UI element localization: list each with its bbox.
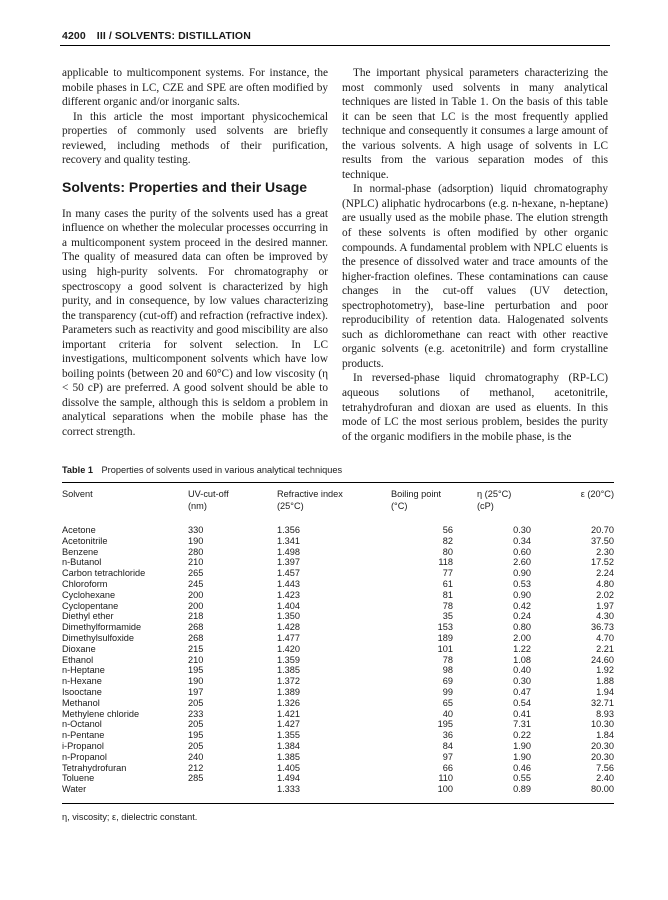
table-cell: 1.97 — [596, 600, 614, 611]
table-cell: 245 — [188, 578, 204, 589]
table-cell: 20.30 — [591, 751, 614, 762]
table-cell: 210 — [188, 557, 204, 568]
table-cell: n-Pentane — [62, 730, 105, 741]
table-cell: 1.405 — [277, 762, 300, 773]
right-paragraph-2: In normal-phase (adsorption) liquid chromatography (NPLC) aliphatic hydrocarbons (e.g. n-hexane, n-heptane) are usually used as the mobile phase. The elution strength of these solvents is often modified by other organic compounds. A fundamental problem with NPLC eluents is the presence of dissolved water and trace amounts of the higher-fraction olefines. These contaminations can cause changes in the cut-off values (UV detection, spectrophotometry), base-line perturbation and poor reproducibility of retention data. Halogenated solvents such as dichloromethane can react with other reactive organic solvents (e.g. acetonitrile) and form crystalline products. — [342, 183, 608, 370]
table-cell: 195 — [188, 665, 204, 676]
column-header: η (25°C) (cP) — [477, 489, 512, 511]
table-cell: 210 — [188, 654, 204, 665]
table-cell: 2.30 — [596, 546, 614, 557]
table-cell: 80.00 — [591, 784, 614, 795]
table-cell: 36 — [442, 730, 453, 741]
table-cell: 101 — [437, 643, 453, 654]
table-row — [62, 763, 614, 774]
table-cell: 0.47 — [513, 686, 531, 697]
table-cell: 2.00 — [513, 632, 531, 643]
table-cell: 10.30 — [591, 719, 614, 730]
table-cell: 205 — [188, 719, 204, 730]
table-cell: Acetonitrile — [62, 535, 108, 546]
table-cell: 0.60 — [513, 546, 531, 557]
table-cell: 189 — [437, 632, 453, 643]
table-cell: Dimethylsulfoxide — [62, 632, 134, 643]
table-cell: 1.90 — [513, 751, 531, 762]
table-footnote: η, viscosity; ε, dielectric constant. — [62, 811, 198, 822]
table-cell: 65 — [442, 697, 453, 708]
table-cell: Water — [62, 784, 87, 795]
table-cell: 285 — [188, 773, 204, 784]
table-cell: 20.30 — [591, 740, 614, 751]
data-table — [62, 483, 614, 803]
table-cell: 1.359 — [277, 654, 300, 665]
table-cell: 1.356 — [277, 525, 300, 535]
table-cell: 8.93 — [596, 708, 614, 719]
table-cell: Acetone — [62, 525, 96, 535]
table-cell: 0.24 — [513, 611, 531, 622]
table-cell: n-Hexane — [62, 676, 102, 687]
table-cell: 0.22 — [513, 730, 531, 741]
table-cell: n-Octanol — [62, 719, 102, 730]
table-cell: 268 — [188, 632, 204, 643]
table-cell: 4.70 — [596, 632, 614, 643]
table-cell: 1.384 — [277, 740, 300, 751]
table-cell: 1.355 — [277, 730, 300, 741]
table-cell: i-Propanol — [62, 740, 104, 751]
column-header: UV-cut-off (nm) — [188, 489, 229, 511]
table-caption — [62, 464, 614, 476]
section-title: III / SOLVENTS: DISTILLATION — [96, 30, 251, 42]
table-cell: 1.84 — [596, 730, 614, 741]
table-row — [62, 709, 614, 720]
table-row — [62, 784, 614, 803]
table-cell: 1.350 — [277, 611, 300, 622]
left-paragraph-3: In many cases the purity of the solvents used has a great influence on whether the molecular processes occurring in a multicomponent system proceed in the desired manner. The quality of measured data can often be improved by using high-purity solvents. For chromatography or spectroscopy a good solvent is characterized by high purity, and in consequence, by low values characterizing the transparency (cut-off) and refraction (refractive index). Parameters such as reactivity and good miscibility are also important criteria for solvent selection. In LC investigations, multicomponent solvents which have low boiling points (between 20 and 60°C) and low viscosity (η < 50 cP) are preferred. A good solvent should be able to dissolve the sample, although this is seldom a problem in analytical separations when the mobile phase has the correct strength. — [62, 207, 328, 439]
table-cell: Chloroform — [62, 578, 108, 589]
table-row — [62, 547, 614, 558]
table-cell: 1.477 — [277, 632, 300, 643]
table-cell: 2.40 — [596, 773, 614, 784]
section-heading: Solvents: Properties and their Usage — [62, 178, 308, 195]
table-cell: 1.372 — [277, 676, 300, 687]
table-cell: 2.21 — [596, 643, 614, 654]
table-cell: 66 — [442, 762, 453, 773]
table-cell: 0.30 — [513, 525, 531, 535]
table-row — [62, 752, 614, 763]
table-cell: 1.08 — [513, 654, 531, 665]
table-cell: 1.421 — [277, 708, 300, 719]
table-cell: 1.341 — [277, 535, 300, 546]
table-cell: 1.92 — [596, 665, 614, 676]
table-row — [62, 579, 614, 590]
table-cell: Diethyl ether — [62, 611, 114, 622]
table-row — [62, 611, 614, 622]
table-cell: 218 — [188, 611, 204, 622]
table-cell: 82 — [442, 535, 453, 546]
table-caption-text: Properties of solvents used in various analytical techniques — [101, 465, 343, 475]
table-cell: 97 — [442, 751, 453, 762]
table-cell: 1.385 — [277, 751, 300, 762]
table-cell: 17.52 — [591, 557, 614, 568]
table-cell: 190 — [188, 535, 204, 546]
table-cell: Ethanol — [62, 654, 94, 665]
table-cell: 7.31 — [513, 719, 531, 730]
table-cell: 118 — [438, 557, 453, 568]
table-cell: 1.423 — [277, 589, 300, 600]
table-cell: Cyclohexane — [62, 589, 116, 600]
table-cell: Carbon tetrachloride — [62, 568, 146, 579]
table-cell: 56 — [442, 525, 453, 535]
table-cell: 200 — [188, 589, 204, 600]
table-row — [62, 568, 614, 579]
table-cell: 0.41 — [513, 708, 531, 719]
table-cell: 240 — [188, 751, 204, 762]
table-cell: 233 — [188, 708, 204, 719]
column-header: Refractive index (25°C) — [277, 489, 343, 511]
table-cell: Tetrahydrofuran — [62, 762, 127, 773]
table-row — [62, 665, 614, 676]
table-row — [62, 730, 614, 741]
table-cell: 265 — [188, 568, 204, 579]
table-row — [62, 622, 614, 633]
table-cell: 1.385 — [277, 665, 300, 676]
table-cell: n-Propanol — [62, 751, 107, 762]
table-cell: 61 — [442, 578, 453, 589]
left-column — [62, 66, 328, 440]
table-cell: 1.457 — [277, 568, 300, 579]
running-header — [62, 30, 622, 42]
table-cell: 205 — [188, 740, 204, 751]
table-cell: 4.30 — [596, 611, 614, 622]
table-cell: Toluene — [62, 773, 95, 784]
table-cell: 100 — [437, 784, 453, 795]
table-row — [62, 687, 614, 698]
table-cell: 0.42 — [513, 600, 531, 611]
table-row — [62, 536, 614, 547]
table-cell: 1.389 — [277, 686, 300, 697]
table-cell: 2.24 — [596, 568, 614, 579]
table-cell: 153 — [437, 622, 453, 633]
column-header: Boiling point (°C) — [391, 489, 442, 511]
table-row — [62, 676, 614, 687]
table-cell: 1.428 — [277, 622, 300, 633]
table-row — [62, 741, 614, 752]
table-cell: 36.73 — [591, 622, 614, 633]
table-cell: 0.54 — [513, 697, 531, 708]
table-cell: 77 — [442, 568, 453, 579]
table-row — [62, 655, 614, 666]
table-row — [62, 644, 614, 655]
table-row — [62, 698, 614, 709]
solvent-properties-table — [62, 464, 614, 823]
table-cell: 0.55 — [513, 773, 531, 784]
table-cell: 37.50 — [591, 535, 614, 546]
table-cell: 35 — [442, 611, 453, 622]
table-cell: 69 — [442, 676, 453, 687]
table-cell: 1.88 — [596, 676, 614, 687]
table-cell: Methylene chloride — [62, 708, 140, 719]
table-cell: 99 — [442, 686, 453, 697]
table-cell: 4.80 — [596, 578, 614, 589]
header-rule — [60, 45, 610, 46]
table-row — [62, 773, 614, 784]
table-cell: 24.60 — [591, 654, 614, 665]
table-row — [62, 719, 614, 730]
table-cell: 78 — [442, 600, 453, 611]
table-cell: 1.90 — [513, 740, 531, 751]
table-cell: 190 — [188, 676, 204, 687]
table-cell: 0.53 — [513, 578, 531, 589]
table-cell: 268 — [188, 622, 204, 633]
table-cell: Dimethylformamide — [62, 622, 142, 633]
table-cell: Isooctane — [62, 686, 102, 697]
table-cell: Dioxane — [62, 643, 96, 654]
table-cell: 0.90 — [513, 568, 531, 579]
table-cell: 1.94 — [596, 686, 614, 697]
table-cell: 0.90 — [513, 589, 531, 600]
table-cell: 32.71 — [591, 697, 614, 708]
table-cell: 98 — [442, 665, 453, 676]
table-label: Table 1 — [62, 465, 93, 475]
table-cell: 1.443 — [277, 578, 300, 589]
table-cell: 1.333 — [277, 784, 300, 795]
page-number: 4200 — [62, 30, 86, 42]
table-cell: 0.34 — [513, 535, 531, 546]
table-cell: 0.40 — [513, 665, 531, 676]
left-paragraph-2: In this article the most important physicochemical properties of commonly used solvents are briefly reviewed, including methods of their purification, recovery and quality testing. — [62, 110, 328, 167]
table-row — [62, 518, 614, 536]
table-cell: 1.404 — [277, 600, 300, 611]
column-header: Solvent — [62, 489, 93, 499]
table-cell: 0.30 — [513, 676, 531, 687]
table-cell: 212 — [188, 762, 204, 773]
table-cell: 205 — [188, 697, 204, 708]
table-cell: n-Butanol — [62, 557, 102, 568]
table-cell: 195 — [188, 730, 204, 741]
table-cell: 1.420 — [277, 643, 300, 654]
table-cell: 110 — [438, 773, 453, 784]
table-cell: 20.70 — [591, 525, 614, 535]
table-row — [62, 601, 614, 612]
table-cell: 2.60 — [513, 557, 531, 568]
table-cell: 1.494 — [277, 773, 300, 784]
table-cell: 195 — [437, 719, 453, 730]
table-row — [62, 590, 614, 601]
table-cell: 1.427 — [277, 719, 300, 730]
table-cell: 80 — [442, 546, 453, 557]
table-header-row — [62, 483, 614, 518]
table-cell: 215 — [188, 643, 204, 654]
right-paragraph-1: The important physical parameters characterizing the most commonly used solvents in many analytical techniques are listed in Table 1. On the basis of this table it can be seen that LC is the most frequently applied technique and consequently it consumes a large amount of the various solvents. A high usage of solvents in LC results from the various separation modes of this technique. — [342, 67, 608, 181]
table-row — [62, 633, 614, 644]
column-header: ε (20°C) — [580, 489, 614, 499]
table-cell: 1.22 — [513, 643, 531, 654]
table-cell: Methanol — [62, 697, 100, 708]
table-cell: Benzene — [62, 546, 99, 557]
table-cell: 2.02 — [596, 589, 614, 600]
table-cell: 0.46 — [513, 762, 531, 773]
table-cell: 0.80 — [513, 622, 531, 633]
table-cell: 78 — [442, 654, 453, 665]
table-cell: 40 — [442, 708, 453, 719]
table-cell: 280 — [188, 546, 204, 557]
table-bottom-rule — [62, 803, 614, 804]
table-cell: 81 — [442, 589, 453, 600]
left-paragraph-1: applicable to multicomponent systems. For instance, the mobile phases in LC, CZE and SPE are often modified by different organic and/or inorganic salts. — [62, 67, 328, 109]
table-row — [62, 557, 614, 568]
right-paragraph-3: In reversed-phase liquid chromatography (RP-LC) aqueous solutions of methanol, acetonitrile, tetrahydrofuran and dioxan are used as eluents. In this mode of LC the most serious problem, besides the purity of the organic modifiers in the mobile phase, is the — [342, 372, 608, 443]
table-cell: 1.326 — [277, 697, 300, 708]
table-cell: 1.498 — [277, 546, 300, 557]
table-body — [62, 518, 614, 803]
right-column — [342, 66, 608, 444]
table-cell: 1.397 — [277, 557, 300, 568]
table-cell: 0.89 — [513, 784, 531, 795]
table-cell: 84 — [442, 740, 453, 751]
table-cell: 197 — [188, 686, 204, 697]
table-cell: Cyclopentane — [62, 600, 119, 611]
table-cell: 200 — [188, 600, 204, 611]
table-cell: n-Heptane — [62, 665, 105, 676]
table-cell: 7.56 — [596, 762, 614, 773]
table-cell — [188, 784, 277, 803]
table-cell: 330 — [188, 525, 204, 535]
